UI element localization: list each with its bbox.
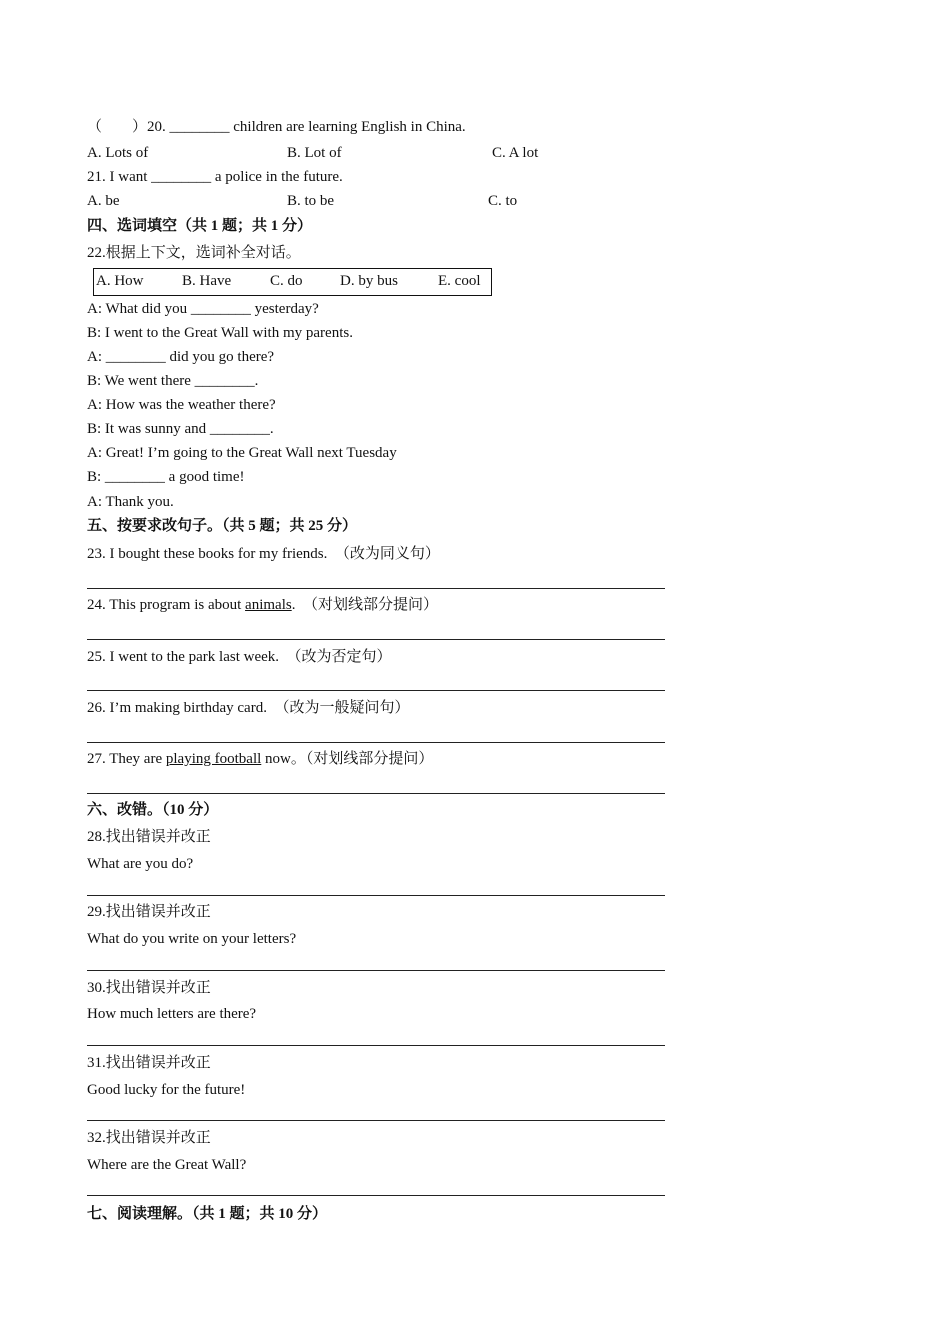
question-25: 25. I went to the park last week. （改为否定句） [87,649,392,665]
word-bank-option-b: B. Have [182,273,232,289]
question-31-label: 31.找出错误并改正 [87,1055,211,1071]
section-7-heading: 七、阅读理解。（共 1 题；共 10 分） [87,1206,328,1222]
section-6-heading: 六、改错。（10 分） [87,802,219,818]
question-28-label: 28.找出错误并改正 [87,829,211,845]
dialogue-line: A: Great! I’m going to the Great Wall next Tuesday [87,445,397,461]
word-bank-option-e: E. cool [438,273,481,289]
question-20-option-a: A. Lots of [87,145,149,161]
section-4-heading: 四、选词填空（共 1 题；共 1 分） [87,218,313,234]
underlined-phrase: animals [245,597,292,613]
answer-line-26[interactable] [87,742,665,743]
section-5-heading: 五、按要求改句子。（共 5 题；共 25 分） [87,518,358,534]
answer-line-32[interactable] [87,1195,665,1196]
answer-line-31[interactable] [87,1120,665,1121]
answer-line-29[interactable] [87,970,665,971]
question-29-sentence: What do you write on your letters? [87,931,297,947]
answer-line-27[interactable] [87,793,665,794]
dialogue-line: A: What did you ________ yesterday? [87,301,319,317]
word-bank-box [93,268,492,296]
word-bank-option-a: A. How [96,273,144,289]
question-32-label: 32.找出错误并改正 [87,1130,211,1146]
dialogue-line: B: We went there ________. [87,373,259,389]
question-24: 24. This program is about animals. （对划线部分提问） [87,597,438,613]
question-21-option-c: C. to [488,193,518,209]
question-21-stem: 21. I want ________ a police in the future. [87,169,343,185]
answer-line-30[interactable] [87,1045,665,1046]
question-30-sentence: How much letters are there? [87,1006,257,1022]
dialogue-line: A: How was the weather there? [87,397,276,413]
dialogue-line: B: I went to the Great Wall with my parents. [87,325,353,341]
question-23: 23. I bought these books for my friends. （改为同义句） [87,546,440,562]
question-21-option-b: B. to be [287,193,335,209]
answer-line-28[interactable] [87,895,665,896]
word-bank-option-d: D. by bus [340,273,398,289]
question-28-sentence: What are you do? [87,856,194,872]
answer-line-25[interactable] [87,690,665,691]
question-32-sentence: Where are the Great Wall? [87,1157,247,1173]
underlined-phrase: playing football [165,751,262,767]
question-26: 26. I’m making birthday card. （改为一般疑问句） [87,700,410,716]
dialogue-line: B: It was sunny and ________. [87,421,274,437]
dialogue-line: A: Thank you. [87,494,174,510]
answer-line-24[interactable] [87,639,665,640]
question-20-stem: （ ）20. ________ children are learning English in China. [87,119,466,135]
dialogue-line: A: ________ did you go there? [87,349,275,365]
answer-line-23[interactable] [87,588,665,589]
question-22-prompt: 22.根据上下文，选词补全对话。 [87,245,301,261]
question-29-label: 29.找出错误并改正 [87,904,211,920]
question-27: 27. They are playing football now。（对划线部分提问） [87,751,434,767]
dialogue-line: B: ________ a good time! [87,469,245,485]
question-20-option-b: B. Lot of [287,145,342,161]
word-bank-option-c: C. do [270,273,303,289]
question-21-option-a: A. be [87,193,120,209]
question-30-label: 30.找出错误并改正 [87,980,211,996]
question-31-sentence: Good lucky for the future! [87,1082,246,1098]
question-20-option-c: C. A lot [492,145,539,161]
